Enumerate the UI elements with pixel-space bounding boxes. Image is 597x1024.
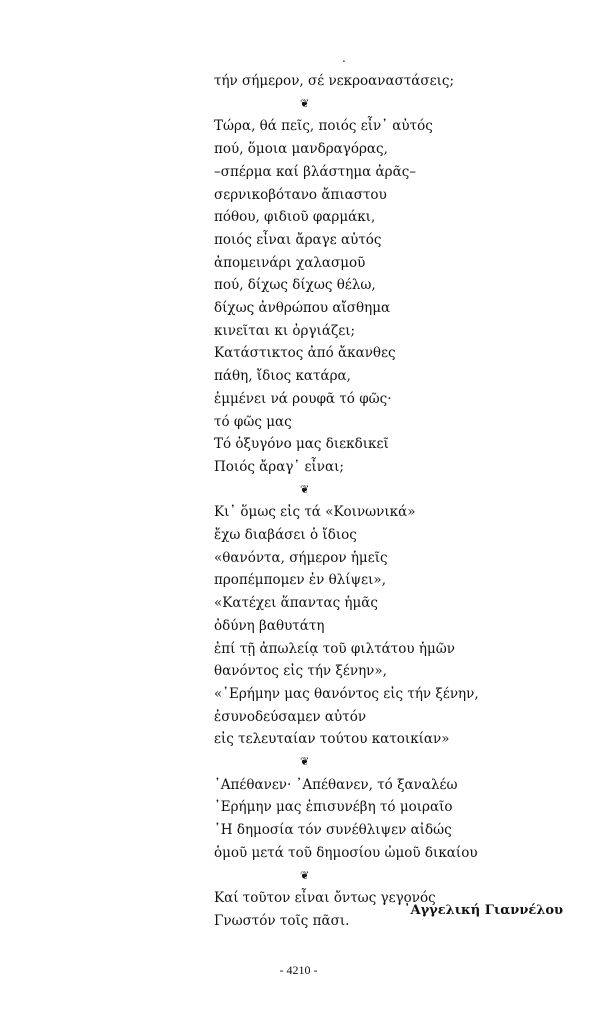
poem-line: πάθη, ἴδιος κατάρα, (214, 368, 351, 385)
poem-line: εἰς τελευταίαν τούτου κατοικίαν» (214, 731, 450, 748)
poem-line: ἐσυνοδεύσαμεν αὐτόν (214, 708, 367, 725)
poem-line: τό φῶς μας (214, 413, 292, 430)
ornament-icon: ❦ (300, 868, 310, 882)
poem-line: θανόντος εἰς τήν ξένην», (214, 663, 387, 680)
page-number: - 4210 - (279, 963, 318, 977)
poem-line: Καί τοῦτον εἶναι ὄντως γεγονός (214, 890, 436, 907)
poem-line: Κατάστικτος ἀπό ἄκανθες (214, 345, 396, 362)
poem-line: ᾿Ερήμην μας ἐπισυνέβη τό μοιραῖο (214, 799, 453, 816)
poem-line: τήν σήμερον, σέ νεκροαναστάσεις; (214, 73, 455, 89)
poem-line: –σπέρμα καί βλάστημα ἀρᾶς– (214, 163, 416, 180)
poem-line: Τώρα, θά πεῖς, ποιός εἶν᾽ αὐτός (214, 118, 433, 135)
poem-line: ἔχω διαβάσει ὁ ἴδιος (214, 527, 357, 544)
poem-line: Γνωστόν τοῖς πᾶσι. (214, 912, 350, 929)
poem-line: ᾿Απέθανεν· ᾿Απέθανεν, τό ξαναλέω (214, 776, 458, 793)
poem-line: ὀδύνη βαθυτάτη (214, 617, 325, 634)
poem-line: πού, ὅμοια μανδραγόρας, (214, 141, 388, 158)
poem (214, 70, 574, 933)
author-signature: ᾿Αγγελική Γιαννέλου (404, 903, 564, 918)
poem-line: «θανόντα, σήμερον ἡμεῖς (214, 549, 388, 566)
ornament-icon: ❦ (300, 482, 310, 496)
poem-line: ποιός εἶναι ἄραγε αὐτός (214, 231, 382, 248)
poem-line: ἐμμένει νά ρουφᾶ τό φῶς· (214, 390, 392, 407)
poem-line: «᾿Ερήμην μας θανόντος εἰς τήν ξένην, (214, 685, 479, 702)
poem-line: ῾Η δημοσία τόν συνέθλιψεν αἰδώς (214, 822, 452, 839)
poem-line: Κι᾽ ὅμως εἰς τά «Κοινωνικά» (214, 504, 416, 521)
poem-line: σερνικοβότανο ἄπιαστου (214, 186, 387, 203)
poem-line: πόθου, φιδιοῦ φαρμάκι, (214, 209, 376, 226)
poem-line: πού, δίχως δίχως θέλω, (214, 277, 376, 294)
poem-line: ἀπομεινάρι χαλασμοῦ (214, 254, 366, 271)
poem-line: ὁμοῦ μετά τοῦ δημοσίου ὠμοῦ δικαίου (214, 844, 478, 861)
poem-line: κινεῖται κι ὀργιάζει; (214, 322, 356, 339)
poem-line: «Κατέχει ἅπαντας ἡμᾶς (214, 595, 378, 612)
top-mark: . (342, 51, 346, 65)
poem-line: Ποιός ἄραγ᾽ εἶναι; (214, 458, 344, 475)
poem-line: ἐπί τῇ ἀπωλείᾳ τοῦ φιλτάτου ἡμῶν (214, 640, 455, 657)
poem-line: δίχως ἀνθρώπου αἴσθημα (214, 300, 391, 317)
poem-line: προπέμπομεν ἐν θλίψει», (214, 572, 386, 589)
ornament-icon: ❦ (300, 96, 310, 110)
ornament-icon: ❦ (300, 755, 310, 769)
poem-line: Τό ὀξυγόνο μας διεκδικεῖ (214, 436, 389, 453)
